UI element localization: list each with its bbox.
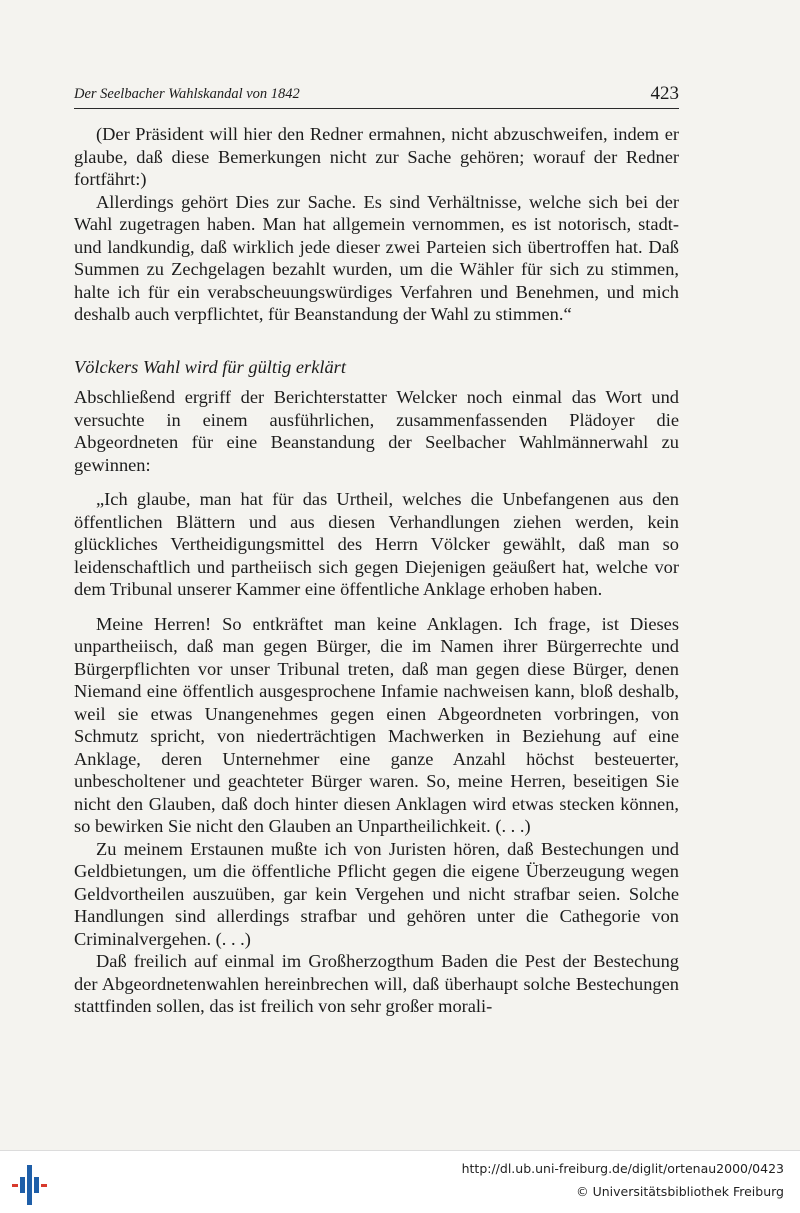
ub-freiburg-logo-icon[interactable] [10,1165,50,1205]
quote-paragraph-urtheil: „Ich glaube, man hat für das Urtheil, welches die Unbefangenen aus den öffentlichen Blättern und aus diesen Verhandlungen ziehen werden, kein glückliches Vertheidigungsmittel des Herrn Völcker gewählt, daß man so leidenschaftlich und partheiisch sich gegen Diejenigen geäußert hat, welche vor dem Tribunal unserer Kammer eine öffentliche Anklage erhoben haben. [74,489,679,599]
paragraph-welcker-intro: Abschließend ergriff der Berichterstatter Welcker noch einmal das Wort und versuchte in einem ausführlichen, zusammenfassenden Plädoyer die Abgeordneten für eine Beanstandung der Seelbacher Wahlmännerwahl zu gewinnen: [74,387,679,475]
paragraph-allerdings: Allerdings gehört Dies zur Sache. Es sind Verhältnisse, welche sich bei der Wahl zugetragen haben. Man hat allgemein vernommen, es ist notorisch, stadt- und landkundig, daß wirklich jede dieser zwei Parteien sich übertroffen hat. Daß Summen zu Zechgelagen bezahlt wurden, um die Wähler für sich zu stimmen, halte ich für ein verabscheuungswürdiges Verfahren und Benehmen, und mich deshalb auch verpflichtet, für Beanstandung der Wahl zu stimmen.“ [74,191,679,324]
viewer-footer [0,1150,800,1213]
page-body [74,123,679,1018]
quote-paragraph-meine-herren: Meine Herren! So entkräftet man keine Anklagen. Ich frage, ist Dieses unpartheiisch, daß man gegen Bürger, die im Namen ihrer Bürgerrechte und Bürgerpflichten vor unser Tribunal treten, daß man gegen diese Bürger, denen Niemand eine öffentlich ausgesprochene Infamie nachweisen kann, bloß deshalb, weil sie etwas Unangenehmes gegen einen Abgeordneten vorbringen, von Schmutz spricht, von niederträchtigen Machwerken in Beziehung auf eine Anklage, deren Unternehmer eine ganze Anzahl höchst besteuerter, unbescholtener und geachteter Bürger waren. So, meine Herren, beseitigen Sie nicht den Glauben, daß doch hinter diesen Anklagen wird etwas stecken können, so bewirken Sie nicht den Glauben an Unpartheilichkeit. (. . .) [74,613,679,836]
page-number: 423 [650,83,679,104]
running-header [74,78,679,109]
quote-paragraph-juristen: Zu meinem Erstaunen mußte ich von Juristen hören, daß Bestechungen und Geldbietungen, um die öffentliche Pflicht gegen die eigene Überzeugung wegen Geldvortheilen auszuüben, gar kein Vergehen und nicht strafbar seien. Solche Handlungen sind allerdings strafbar und gehören unter die Cathegorie von Criminalvergehen. (. . .) [74,838,679,949]
copyright-notice: © Universitätsbibliothek Freiburg [576,1184,784,1199]
quote-paragraph-pest: Daß freilich auf einmal im Großherzogthum Baden die Pest der Bestechung der Abgeordnetenwahlen hereinbrechen will, daß überhaupt solche Bestechungen stattfinden sollen, das ist freilich von sehr großer morali- [74,951,679,1016]
section-heading: Völckers Wahl wird für gültig erklärt [74,356,346,377]
paragraph-president-remark: (Der Präsident will hier den Redner ermahnen, nicht abzuschweifen, indem er glaube, daß diese Bemerkungen nicht zur Sache gehören; worauf der Redner fortfährt:) [74,124,679,189]
source-url-link[interactable]: http://dl.ub.uni-freiburg.de/diglit/ortenau2000/0423 [461,1161,784,1176]
running-title: Der Seelbacher Wahlskandal von 1842 [74,86,300,102]
